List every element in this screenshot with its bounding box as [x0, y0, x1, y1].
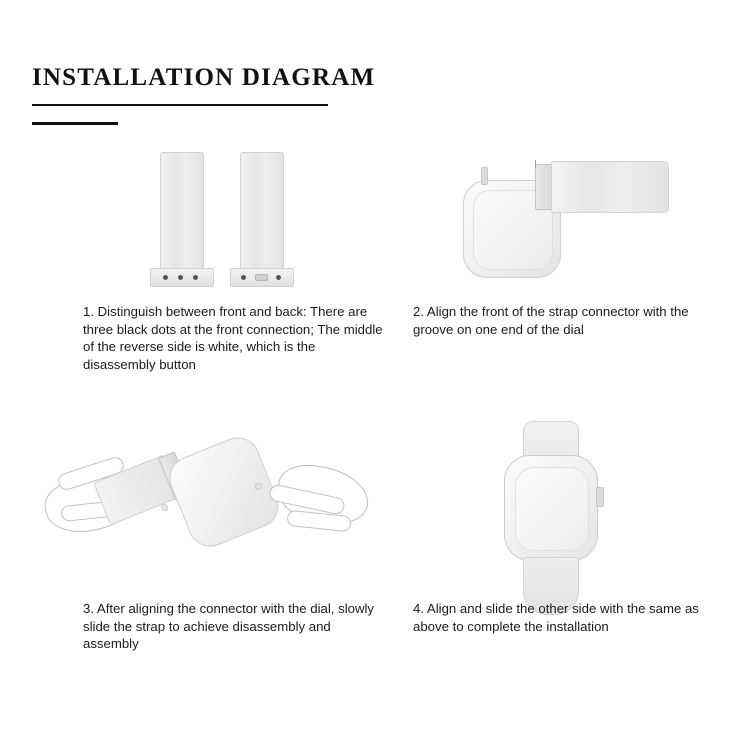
dial-crown-icon — [481, 167, 488, 185]
strap-end-back — [240, 152, 284, 272]
step-3 — [55, 425, 385, 651]
watch-crown-icon — [596, 487, 604, 507]
watch-screen — [515, 467, 589, 551]
watch-case — [504, 455, 598, 561]
black-dot-icon — [276, 275, 281, 280]
strap-band — [551, 161, 669, 213]
completed-watch-illustration — [385, 425, 715, 585]
black-dot-icon — [178, 275, 183, 280]
strap-end-back-connector — [230, 268, 294, 287]
strap-ends-front-and-back-illustration — [55, 140, 385, 300]
step-4-caption: 4. Align and slide the other side with the same as above to complete the installation — [413, 601, 699, 634]
dial-with-connector-illustration — [385, 140, 715, 300]
disassembly-button-icon — [255, 274, 268, 281]
connector-hole-icon — [161, 504, 168, 511]
step-2 — [385, 140, 715, 337]
black-dot-icon — [241, 275, 246, 280]
step-2-caption: 2. Align the front of the strap connector with the groove on one end of the dial — [413, 304, 689, 337]
step-1-caption: 1. Distinguish between front and back: There are three black dots at the front connection; The middle of the reverse side is white, which is the disassembly button — [83, 304, 383, 372]
strap-end-front — [160, 152, 204, 272]
watch-dial-tilted — [163, 431, 285, 553]
step-3-caption: 3. After aligning the connector with the dial, slowly slide the strap to achieve disassembly and assembly — [83, 601, 375, 651]
black-dot-icon — [193, 275, 198, 280]
title-underline-short — [32, 122, 118, 125]
step-1 — [55, 140, 385, 372]
black-dot-icon — [163, 275, 168, 280]
hands-sliding-strap-illustration — [55, 425, 385, 585]
connector-hole-icon — [255, 483, 262, 490]
step-4 — [385, 425, 715, 634]
strap-end-front-connector — [150, 268, 214, 287]
alignment-guide-line — [535, 160, 536, 168]
page-title: INSTALLATION DIAGRAM — [32, 64, 376, 91]
title-underline-long — [32, 104, 328, 106]
